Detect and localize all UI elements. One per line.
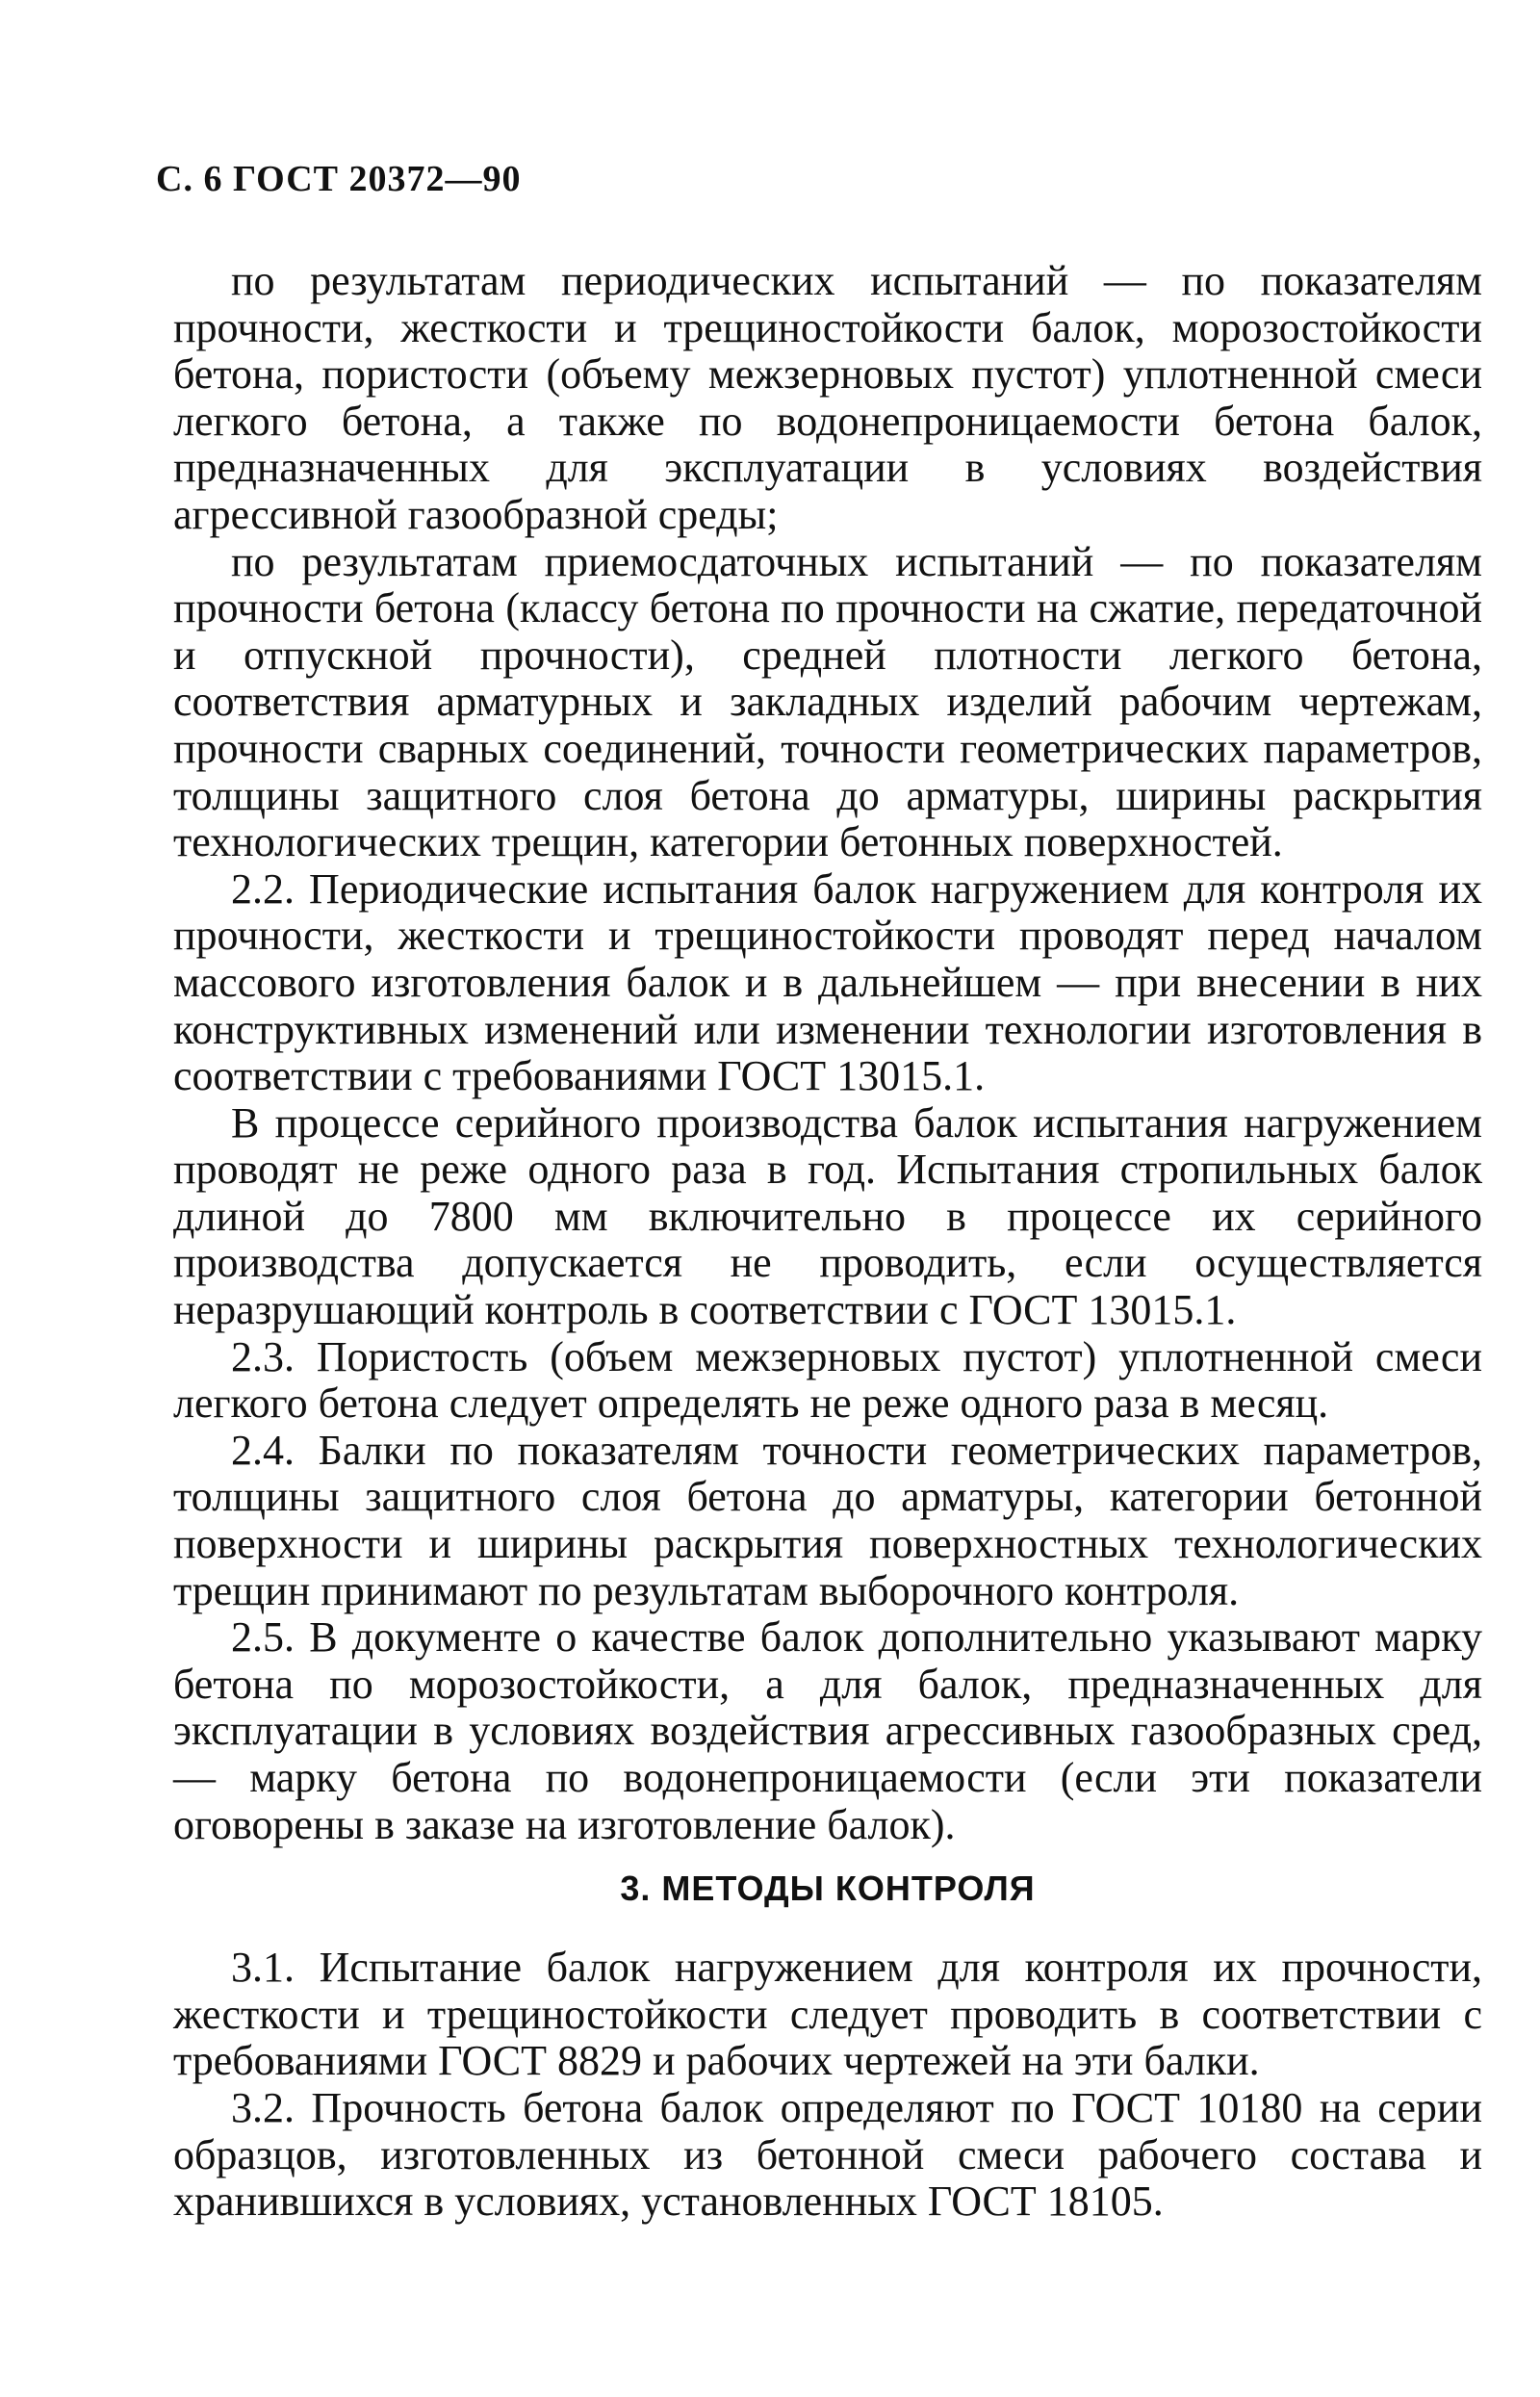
paragraph-periodic-tests: по результатам периодических испытаний — по показателям прочности, жесткости и трещиностойкости балок, морозостойкости бетона, пористости (объему межзерновых пустот) уплотненной смеси легкого бетона, а также по водонепроницаемости бетона балок, предназначенных для эксплуатации в условиях воздействия агрессивной газообразной среды; [173,257,1482,538]
section-heading-control-methods: 3. МЕТОДЫ КОНТРОЛЯ [620,1869,1036,1909]
paragraph-3-1: 3.1. Испытание балок нагружением для контроля их прочности, жесткости и трещиностойкости следует проводить в соответствии с требованиями ГОСТ 8829 и рабочих чертежей на эти балки. [173,1944,1482,2085]
paragraph-2-3: 2.3. Пористость (объем межзерновых пустот) уплотненной смеси легкого бетона следует определять не реже одного раза в месяц. [173,1332,1482,1428]
document-body [173,258,1482,2226]
paragraph-serial-production: В процессе серийного производства балок испытания нагружением проводят не реже одного раза в год. Испытания стропильных балок длиной до 7800 мм включительно в процессе их серийного производства допускается не проводить, если осуществляется неразрушающий контроль в соответствии с ГОСТ 13015.1. [173,1098,1482,1334]
paragraph-acceptance-tests: по результатам приемосдаточных испытаний — по показателям прочности бетона (классу бетона по прочности на сжатие, передаточной и отпускной прочности), средней плотности легкого бетона, соответствия арматурных и закладных изделий рабочим чертежам, прочности сварных соединений, точности геометрических параметров, толщины защитного слоя бетона до арматуры, ширины раскрытия технологических трещин, категории бетонных поверхностей. [173,537,1482,866]
paragraph-3-2: 3.2. Прочность бетона балок определяют по ГОСТ 10180 на серии образцов, изготовленных из бетонной смеси рабочего состава и хранившихся в условиях, установленных ГОСТ 18105. [173,2083,1482,2226]
page-header: С. 6 ГОСТ 20372—90 [156,159,522,199]
paragraph-2-2: 2.2. Периодические испытания балок нагружением для контроля их прочности, жесткости и трещиностойкости проводят перед началом массового изготовления балок и в дальнейшем — при внесении в них конструктивных изменений или изменении технологии изготовления в соответствии с требованиями ГОСТ 13015.1. [173,864,1482,1100]
paragraph-2-5: 2.5. В документе о качестве балок дополнительно указывают марку бетона по морозостойкости, а для балок, предназначенных для эксплуатации в условиях воздействия агрессивных газообразных сред, — марку бетона по водонепроницаемости (если эти показатели оговорены в заказе на изготовление балок). [173,1613,1482,1848]
paragraph-2-4: 2.4. Балки по показателям точности геометрических параметров, толщины защитного слоя бетона до арматуры, категории бетонной поверхности и ширины раскрытия поверхностных технологических трещин принимают по результатам выборочного контроля. [173,1426,1482,1614]
